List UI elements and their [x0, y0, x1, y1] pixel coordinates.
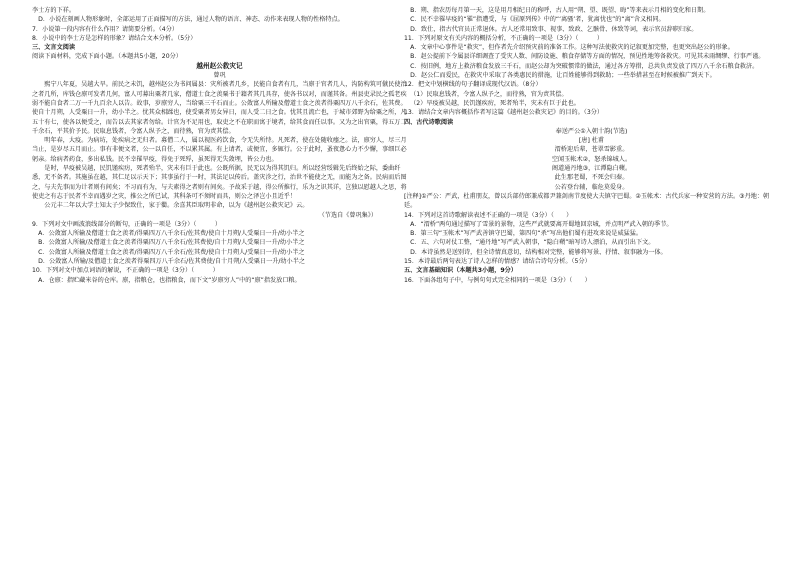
left-paragraph: 曾巩 [213, 72, 226, 80]
left-paragraph: 8．小说中的李士方是怎样的形象？请结合文本分析。（5分） [32, 34, 197, 42]
right-paragraph: 四、古代诗歌阅读 [404, 118, 454, 126]
left-paragraph: C．公敛富人所输及僧道士食之羡者/得粟四万八千余石/佐其费/使自十月朔人/受粟日一升/幼小半之 [38, 248, 305, 256]
right-paragraph: [注释]①严公：严武，杜甫朋友，曾以兵部侍郎兼成都尹兼剑南节度使大夫镇守巴蜀。②玉帐术：古代兵家一种安营的方法。③丹地：朝廷。 [404, 192, 770, 210]
left-paragraph: 三、文言文阅读 [32, 44, 75, 52]
right-paragraph: 13．请结合文章内容概括作者写这篇《越州赵公救灾记》的目的。（3分） [404, 109, 604, 117]
right-paragraph: 渭桥迎后辈，苍翠雪影重。 [554, 146, 629, 154]
left-paragraph: （节选自《曾巩集》） [318, 211, 377, 219]
left-paragraph: A．公敛富人所输及僧道士食之羡者/得粟四万八千余石/佐其费/使自十月朔/人受粟日一升/幼小半之 [38, 230, 305, 238]
right-paragraph: 奉送严公①入朝十韵(节选) [555, 127, 628, 135]
right-paragraph: 14．下列对这首诗歌解读表述不正确的一项是（3分）（ ） [404, 211, 573, 219]
right-paragraph: B．赵公提前下令属县详细调查了受灾人数、间防设施、粮食存储等方面的情况，预见性地筹备救灾。可见其未雨绸缪、行事严谨。 [410, 53, 765, 61]
right-paragraph: 空闻玉帐术②，怒杀锦城人。 [551, 155, 632, 163]
left-paragraph: 越州赵公救灾记 [196, 61, 243, 70]
right-paragraph: A．“渭桥”两句通过描写了雪景的景物，这些严武就要离开蜀地回京城，并点明严武入朝的季节。 [410, 220, 673, 228]
right-paragraph: 16．下面各组句子中，与例句句式完全相同的一项是（3分）（ ） [404, 276, 591, 284]
left-paragraph: D．小说在刻画人物形象时，全部运用了正面描写的方法，通过人物的语言、神态、动作来表现人物的性格特点。 [38, 16, 344, 24]
left-paragraph: 公元丰二年以大学士知太子少保致仕，家于衢。余喜其臣取明非命，以为《越州赵公救灾记》云。 [44, 202, 309, 210]
left-paragraph: D．公敛富人所输/及僧道士食之羡者得粟四万八千余石/佐其费使/自十月朔/人受粟日一升/幼小半之 [38, 258, 305, 266]
right-paragraph: （1）民取息钱者，令富人纵予之，而待熟，官为责其偿。 [410, 90, 568, 98]
left-paragraph: 李士方的下祥。 [32, 7, 75, 14]
left-paragraph: 阅读下面材料，完成下面小题。（本题共5小题，20分） [32, 53, 182, 61]
right-paragraph: B．第三句“玉帐术”写严武善镇守巴蜀，第四句“杀”写出他们蜀有进攻来说是威猛猛。 [410, 230, 643, 238]
right-column [404, 6, 779, 558]
right-paragraph: （2）旱疫被吴越，民饥馑疾疠，死者殆半，灾未有巨于此也。 [410, 99, 580, 107]
right-paragraph: 阁道通丹地③，江潭隐白蘋。 [551, 165, 632, 173]
right-paragraph: 五、文言基础知识（本题共3小题，9分） [404, 267, 517, 275]
left-paragraph: 9．下列对文中画波浪线部分的断句，正确的一项是（3分）（ ） [32, 220, 221, 228]
left-paragraph: 10．下列对文中加点词语的解说，不正确的一项是（3分）（ ） [32, 267, 219, 275]
right-paragraph: B．朔、指农历每月第一天，这是用月相纪日的称呼，古人用“朔、望、既望、晦”等来表示月相的变化和日期。 [410, 7, 710, 14]
right-paragraph: [唐] 杜甫 [578, 137, 605, 145]
right-paragraph: D．致仕，指古代官员正常退休。古人还常用致事、视事、致政、乞骸骨、休致等词，表示官员辞职归家。 [410, 25, 698, 33]
right-paragraph: 此生那老蜀，不死会归秦。 [554, 174, 629, 182]
left-column [32, 6, 407, 558]
right-paragraph: D．本诗虽然是送别诗，但全诗情真意切，结构相对完整，能够将写景、抒情、叙事融为一体。 [410, 248, 667, 256]
right-paragraph: C．按旧例，地方上救济粮食发放三千石，而赵公却为突破惯常的做法，通过各方筹措，总共负责发放了四万八千余石粮食救济。 [410, 62, 759, 70]
left-paragraph: B．公敛富人所输/及僧道士食之羡者得粟四万八千余石/佐其费使/自十月朔/人受粟日一升/幼小半之 [38, 239, 305, 247]
right-paragraph: A．文章中心事件是“救灾”，但作者先介绍预灾前的准备工作。这种写法使救灾的记叙更加完整，也更突出赵公的形象。 [410, 44, 734, 52]
right-paragraph: 12．把文中划横线的句子翻译成现代汉语。（8分） [404, 81, 542, 89]
right-paragraph: 15．本诗最后两句表达了诗人怎样的情感？请结合诗句分析。（5分） [404, 258, 591, 266]
right-paragraph: 公若登台辅，临危莫爱身。 [554, 183, 629, 191]
right-paragraph: D．赵公仁而爱民，在救灾中采取了各类惠民的措施，让百姓能够得到救助；一些举措甚至在时候被推广到天下。 [410, 72, 716, 80]
right-paragraph: C．五、六句对仗工整，“通丹地”写严武入朝事，“隐白蘋”暗写诗人漂泊，从而引出下文。 [410, 239, 655, 247]
left-paragraph: 明年春，大疫。为病坊，处疾病之无归者。募僧二人，属以视医药饮食，令无失所恃。凡死者，使在处随收瘗之。法，廪穷人，尽三月当止，是岁尽五月而止。事有非便文者，公一以自任，不以累其属。有上请者，或便宜，多辄行。公于此时，蚤夜惫心力不少懈，事细巨必躬亲。给病者药食，多出私钱。民不幸罹旱疫，得免于死殍，虽死得无失敛埋，皆公力也。 [32, 137, 407, 163]
left-paragraph: A．仓廪：指贮藏米谷的仓库。廪，指粮仓，也指粮食，而下文“岁廪穷人”中的“廪”指发放口粮。 [38, 276, 301, 284]
left-paragraph: 熙宁八年夏，吴越大旱。前民之未饥，越州赵公为书问属县：灾所被者几乡，民能自食者有几，当廪于官者几人，沟防构筑可僦民使治之者几所，库钱仓廪可发者几何，富人可募出粟者几家，僧道士食之羡粟书于籍者其几具存，使各书以对，而谨其备。州县吏录民之孤老疾弱不能自食者二万一千九百余人以告。故事，岁廪穷人，当给粟三千石而止。公敛富人所输及僧道士食之羡者得粟四万八千余石，佐其费。使自十月朔，人受粟日一升，幼小半之。忧其众相蹂也，使受粟者男女异日，而人受二日之食。忧其且流亡也，于城市郊野为给粟之所，凡五十有七，使各以便受之，而告以去其家者勿给。计官为不足用也，取吏之不在职而寓于境者，给其食而任以事。又为之出官粟，得五万二千余石，平其价予民。民取息钱者，令富人纵予之，而待熟，官为责其偿。 [32, 81, 407, 135]
right-paragraph: 11．下列对原文有关内容的概括分析，不正确的一项是（3分）（ ） [404, 34, 604, 42]
left-paragraph: 是时，旱疫被吴越，民饥馑疾疠，死者殆半，灾未有巨于此也。公既所据，民无以为得其饥归。所以经营绥辑先后终始之际，委曲纤悉，无不备者。其施虽在越，其仁足以示天下；其事虽行于一时，其法足以传后。盖灾沴之行，治世不能使之无，而能为之备。民病而后图之，与夫先事而为计者则有间矣；不习而有为，与夫素得之者则有间矣。予故采于越，得公所推行，乐为之识其详，岂独以慰越人之思，将使吏之有志于民者不幸而遇岁之灾，推公之所已试，其科条可不须时而具，则公之泽岂小且近乎！ [32, 165, 407, 200]
left-paragraph: 7．小说第一段内容有什么作用？请简要分析。（4分） [32, 25, 178, 33]
right-paragraph: C．民不幸罹早疫的“罹”指遭受，与《屈原列传》中的“‘离骚’者，犹离忧也”的“离”含义相同。 [410, 16, 665, 24]
